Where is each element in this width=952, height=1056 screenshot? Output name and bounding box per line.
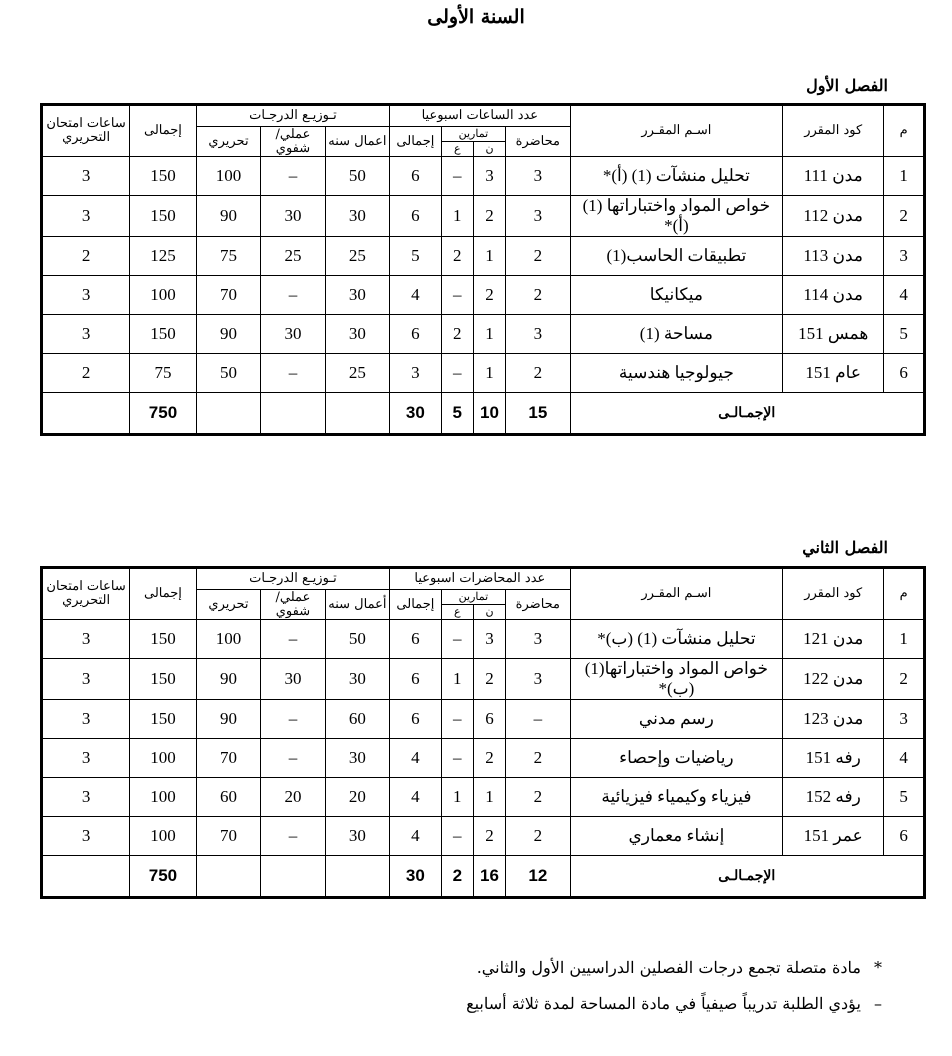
empty-cell bbox=[42, 393, 130, 435]
course-code: همس 151 bbox=[783, 315, 884, 354]
semester-work: 30 bbox=[325, 659, 389, 700]
lecture-hours: 2 bbox=[506, 778, 570, 817]
col-header-exam-hours: ساعات امتحان التحريري bbox=[42, 568, 130, 620]
table-row bbox=[42, 276, 925, 315]
col-header-name: اسـم المقـرر bbox=[570, 105, 783, 157]
exam-hours: 3 bbox=[42, 276, 130, 315]
course-code: مدن 122 bbox=[783, 659, 884, 700]
written: 100 bbox=[196, 620, 260, 659]
exercise-n: 1 bbox=[473, 354, 505, 393]
row-number: 1 bbox=[884, 620, 925, 659]
header-row bbox=[42, 568, 925, 590]
practical-oral: 30 bbox=[261, 659, 325, 700]
semester-work: 50 bbox=[325, 157, 389, 196]
row-number: 2 bbox=[884, 196, 925, 237]
exercise-n: 1 bbox=[473, 778, 505, 817]
note-text: يؤدي الطلبة تدريباً صيفياً في مادة المساحة لمدة ثلاثة أسابيع bbox=[466, 994, 861, 1013]
col-header-lecture: محاضرة bbox=[506, 590, 570, 620]
course-name: رسم مدني bbox=[570, 700, 783, 739]
grades-total: 150 bbox=[130, 315, 197, 354]
empty-cell bbox=[42, 856, 130, 898]
empty-cell bbox=[196, 393, 260, 435]
exam-hours: 3 bbox=[42, 817, 130, 856]
weekly-total: 6 bbox=[390, 700, 442, 739]
col-header-m: م bbox=[884, 105, 925, 157]
course-name: إنشاء معماري bbox=[570, 817, 783, 856]
lecture-hours: 3 bbox=[506, 620, 570, 659]
weekly-total: 3 bbox=[390, 354, 442, 393]
row-number: 2 bbox=[884, 659, 925, 700]
course-code: مدن 121 bbox=[783, 620, 884, 659]
exam-hours: 3 bbox=[42, 659, 130, 700]
exercise-a: – bbox=[441, 157, 473, 196]
col-header-grades-total: إجمالى bbox=[130, 105, 197, 157]
col-header-weekly: عدد المحاضرات اسبوعيا bbox=[390, 568, 570, 590]
lecture-hours: 2 bbox=[506, 739, 570, 778]
weekly-total: 6 bbox=[390, 157, 442, 196]
written: 60 bbox=[196, 778, 260, 817]
lecture-hours: 3 bbox=[506, 315, 570, 354]
semester-1-title: الفصل الأول bbox=[806, 76, 888, 95]
table-row bbox=[42, 817, 925, 856]
weekly-total: 6 bbox=[390, 659, 442, 700]
grades-total: 150 bbox=[130, 700, 197, 739]
total-row bbox=[42, 856, 925, 898]
course-name: تطبيقات الحاسب(1) bbox=[570, 237, 783, 276]
table-row bbox=[42, 620, 925, 659]
col-header-code: كود المقرر bbox=[783, 105, 884, 157]
course-code: رفه 151 bbox=[783, 739, 884, 778]
total-lecture: 12 bbox=[506, 856, 570, 898]
practical-oral: 25 bbox=[261, 237, 325, 276]
col-header-written: تحريري bbox=[196, 590, 260, 620]
row-number: 5 bbox=[884, 315, 925, 354]
row-number: 3 bbox=[884, 700, 925, 739]
semester-1-table bbox=[40, 103, 926, 436]
table-row bbox=[42, 739, 925, 778]
col-header-exam-hours: ساعات امتحان التحريري bbox=[42, 105, 130, 157]
row-number: 1 bbox=[884, 157, 925, 196]
practical-oral: – bbox=[261, 157, 325, 196]
weekly-total: 4 bbox=[390, 817, 442, 856]
table-row bbox=[42, 157, 925, 196]
col-header-semester-work: اعمال سنه bbox=[325, 127, 389, 157]
table-row bbox=[42, 315, 925, 354]
total-n: 10 bbox=[473, 393, 505, 435]
course-name: تحليل منشآت (1) (ب)* bbox=[570, 620, 783, 659]
note-mark: * bbox=[874, 958, 882, 977]
lecture-hours: 2 bbox=[506, 817, 570, 856]
exercise-n: 6 bbox=[473, 700, 505, 739]
table-row bbox=[42, 659, 925, 700]
course-name: ميكانيكا bbox=[570, 276, 783, 315]
exercise-n: 2 bbox=[473, 659, 505, 700]
exercise-a: – bbox=[441, 817, 473, 856]
notes bbox=[466, 950, 890, 1022]
grades-total: 100 bbox=[130, 817, 197, 856]
table-row bbox=[42, 354, 925, 393]
total-hours: 30 bbox=[390, 856, 442, 898]
col-header-hours-total: إجمالى bbox=[390, 127, 442, 157]
empty-cell bbox=[261, 856, 325, 898]
semester-2-table bbox=[40, 566, 926, 899]
grades-total: 150 bbox=[130, 620, 197, 659]
written: 100 bbox=[196, 157, 260, 196]
lecture-hours: 2 bbox=[506, 237, 570, 276]
table-row bbox=[42, 237, 925, 276]
exercise-a: 1 bbox=[441, 659, 473, 700]
written: 90 bbox=[196, 315, 260, 354]
table-row bbox=[42, 700, 925, 739]
col-header-a: ع bbox=[441, 605, 473, 620]
col-header-hours-total: إجمالى bbox=[390, 590, 442, 620]
exercise-n: 2 bbox=[473, 817, 505, 856]
exercise-n: 3 bbox=[473, 157, 505, 196]
written: 75 bbox=[196, 237, 260, 276]
weekly-total: 4 bbox=[390, 276, 442, 315]
practical-oral: – bbox=[261, 700, 325, 739]
exercise-a: – bbox=[441, 700, 473, 739]
semester-work: 25 bbox=[325, 237, 389, 276]
exercise-n: 1 bbox=[473, 237, 505, 276]
practical-oral: – bbox=[261, 276, 325, 315]
practical-oral: – bbox=[261, 354, 325, 393]
total-n: 16 bbox=[473, 856, 505, 898]
course-code: مدن 112 bbox=[783, 196, 884, 237]
col-header-m: م bbox=[884, 568, 925, 620]
row-number: 5 bbox=[884, 778, 925, 817]
semester-work: 50 bbox=[325, 620, 389, 659]
total-row bbox=[42, 393, 925, 435]
exercise-a: – bbox=[441, 276, 473, 315]
exercise-a: 2 bbox=[441, 237, 473, 276]
total-grades: 750 bbox=[130, 393, 197, 435]
semester-work: 30 bbox=[325, 739, 389, 778]
exam-hours: 3 bbox=[42, 620, 130, 659]
exercise-n: 2 bbox=[473, 739, 505, 778]
course-name: جيولوجيا هندسية bbox=[570, 354, 783, 393]
col-header-exercises: تمارين bbox=[441, 127, 505, 142]
exercise-a: 1 bbox=[441, 196, 473, 237]
exercise-a: 2 bbox=[441, 315, 473, 354]
col-header-weekly: عدد الساعات اسبوعيا bbox=[390, 105, 570, 127]
total-lecture: 15 bbox=[506, 393, 570, 435]
row-number: 6 bbox=[884, 817, 925, 856]
empty-cell bbox=[196, 856, 260, 898]
lecture-hours: 2 bbox=[506, 276, 570, 315]
note-2 bbox=[466, 986, 890, 1022]
written: 90 bbox=[196, 700, 260, 739]
weekly-total: 6 bbox=[390, 315, 442, 354]
course-name: خواص المواد واختباراتها (1) (أ)* bbox=[570, 196, 783, 237]
course-name: تحليل منشآت (1) (أ)* bbox=[570, 157, 783, 196]
lecture-hours: 3 bbox=[506, 196, 570, 237]
exam-hours: 3 bbox=[42, 739, 130, 778]
semester-2-title: الفصل الثاني bbox=[802, 538, 888, 557]
col-header-practical-oral: عملي/ شفوي bbox=[261, 590, 325, 620]
semester-work: 30 bbox=[325, 315, 389, 354]
total-hours: 30 bbox=[390, 393, 442, 435]
exercise-a: 1 bbox=[441, 778, 473, 817]
col-header-exercises: تمارين bbox=[441, 590, 505, 605]
practical-oral: – bbox=[261, 739, 325, 778]
weekly-total: 6 bbox=[390, 196, 442, 237]
exercise-n: 1 bbox=[473, 315, 505, 354]
row-number: 3 bbox=[884, 237, 925, 276]
row-number: 4 bbox=[884, 276, 925, 315]
course-code: عام 151 bbox=[783, 354, 884, 393]
header-row bbox=[42, 105, 925, 127]
written: 70 bbox=[196, 276, 260, 315]
col-header-written: تحريري bbox=[196, 127, 260, 157]
col-header-code: كود المقرر bbox=[783, 568, 884, 620]
semester-work: 30 bbox=[325, 196, 389, 237]
course-name: مساحة (1) bbox=[570, 315, 783, 354]
exam-hours: 2 bbox=[42, 237, 130, 276]
lecture-hours: 3 bbox=[506, 659, 570, 700]
exercise-a: – bbox=[441, 739, 473, 778]
lecture-hours: 3 bbox=[506, 157, 570, 196]
course-code: مدن 111 bbox=[783, 157, 884, 196]
note-text: مادة متصلة تجمع درجات الفصلين الدراسيين الأول والثاني. bbox=[476, 958, 861, 977]
practical-oral: – bbox=[261, 620, 325, 659]
course-code: مدن 123 bbox=[783, 700, 884, 739]
exam-hours: 3 bbox=[42, 196, 130, 237]
col-header-practical-oral: عملي/ شفوي bbox=[261, 127, 325, 157]
weekly-total: 4 bbox=[390, 739, 442, 778]
grades-total: 150 bbox=[130, 157, 197, 196]
page-title: السنة الأولى bbox=[427, 6, 525, 28]
course-code: رفه 152 bbox=[783, 778, 884, 817]
row-number: 4 bbox=[884, 739, 925, 778]
exam-hours: 3 bbox=[42, 315, 130, 354]
note-1 bbox=[466, 950, 890, 986]
total-label: الإجمـالـى bbox=[570, 856, 924, 898]
table-row bbox=[42, 778, 925, 817]
grades-total: 125 bbox=[130, 237, 197, 276]
col-header-n: ن bbox=[473, 142, 505, 157]
empty-cell bbox=[325, 856, 389, 898]
exercise-n: 2 bbox=[473, 276, 505, 315]
weekly-total: 5 bbox=[390, 237, 442, 276]
col-header-name: اسـم المقـرر bbox=[570, 568, 783, 620]
weekly-total: 4 bbox=[390, 778, 442, 817]
lecture-hours: – bbox=[506, 700, 570, 739]
total-label: الإجمـالـى bbox=[570, 393, 924, 435]
col-header-a: ع bbox=[441, 142, 473, 157]
written: 70 bbox=[196, 739, 260, 778]
grades-total: 100 bbox=[130, 276, 197, 315]
semester-work: 60 bbox=[325, 700, 389, 739]
course-name: فيزياء وكيمياء فيزيائية bbox=[570, 778, 783, 817]
practical-oral: 30 bbox=[261, 196, 325, 237]
exercise-a: – bbox=[441, 354, 473, 393]
practical-oral: 20 bbox=[261, 778, 325, 817]
exam-hours: 2 bbox=[42, 354, 130, 393]
grades-total: 100 bbox=[130, 739, 197, 778]
note-mark: – bbox=[874, 994, 882, 1013]
course-code: مدن 113 bbox=[783, 237, 884, 276]
empty-cell bbox=[261, 393, 325, 435]
written: 90 bbox=[196, 196, 260, 237]
col-header-semester-work: أعمال سنه bbox=[325, 590, 389, 620]
exam-hours: 3 bbox=[42, 157, 130, 196]
exam-hours: 3 bbox=[42, 778, 130, 817]
semester-work: 25 bbox=[325, 354, 389, 393]
practical-oral: – bbox=[261, 817, 325, 856]
grades-total: 150 bbox=[130, 659, 197, 700]
practical-oral: 30 bbox=[261, 315, 325, 354]
semester-work: 30 bbox=[325, 817, 389, 856]
course-name: خواص المواد واختباراتها(1)(ب)* bbox=[570, 659, 783, 700]
empty-cell bbox=[325, 393, 389, 435]
semester-work: 20 bbox=[325, 778, 389, 817]
weekly-total: 6 bbox=[390, 620, 442, 659]
grades-total: 75 bbox=[130, 354, 197, 393]
lecture-hours: 2 bbox=[506, 354, 570, 393]
table-row bbox=[42, 196, 925, 237]
total-grades: 750 bbox=[130, 856, 197, 898]
col-header-n: ن bbox=[473, 605, 505, 620]
course-code: عمر 151 bbox=[783, 817, 884, 856]
col-header-grades-total: إجمالى bbox=[130, 568, 197, 620]
col-header-lecture: محاضرة bbox=[506, 127, 570, 157]
total-a: 5 bbox=[441, 393, 473, 435]
col-header-grades: تـوزيـع الدرجـات bbox=[196, 568, 389, 590]
col-header-grades: تـوزيـع الدرجـات bbox=[196, 105, 389, 127]
written: 70 bbox=[196, 817, 260, 856]
row-number: 6 bbox=[884, 354, 925, 393]
total-a: 2 bbox=[441, 856, 473, 898]
written: 90 bbox=[196, 659, 260, 700]
exercise-n: 3 bbox=[473, 620, 505, 659]
course-code: مدن 114 bbox=[783, 276, 884, 315]
grades-total: 150 bbox=[130, 196, 197, 237]
exercise-a: – bbox=[441, 620, 473, 659]
semester-work: 30 bbox=[325, 276, 389, 315]
course-name: رياضيات وإحصاء bbox=[570, 739, 783, 778]
written: 50 bbox=[196, 354, 260, 393]
exam-hours: 3 bbox=[42, 700, 130, 739]
exercise-n: 2 bbox=[473, 196, 505, 237]
grades-total: 100 bbox=[130, 778, 197, 817]
